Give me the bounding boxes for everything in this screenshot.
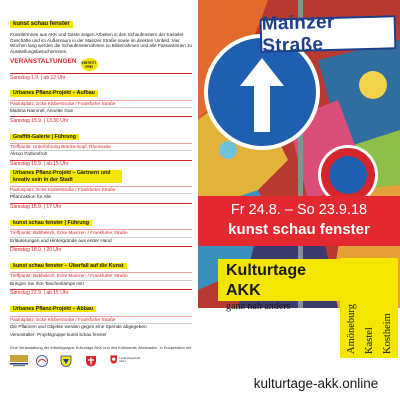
event-name: kunst schau fenster | Führung — [10, 220, 92, 226]
event-name: Urbanes Pflanz-Projekt – Abbau — [10, 306, 96, 312]
city-name: Amöneburg — [345, 304, 357, 354]
partner-logo-3 — [60, 354, 78, 366]
date-banner — [198, 196, 400, 246]
event-name: Urbanes Pflanz-Projekt – Gärtnern und kreativ sein in der Stadt — [10, 170, 122, 183]
event-date: Samstag 22.9. | ab 15 Uhr — [10, 289, 192, 297]
partner-logo-mainz — [110, 354, 140, 366]
website-url: kulturtage-akk.online — [253, 376, 379, 391]
event-item — [10, 246, 192, 287]
event-description: Akson Farbenfroh — [10, 150, 192, 157]
events-title: VERANSTALTUNGEN — [10, 58, 77, 66]
event-item — [10, 73, 192, 114]
event-item — [10, 289, 192, 330]
event-description: Martina Hammel, Annette Gue — [10, 107, 192, 114]
cover-column — [198, 0, 400, 400]
event-place: Treffpunkt: Babbeleck, Ecke Mainzer- / Frankfurter Straße — [10, 229, 192, 236]
event-place: Paulusplatz, Ecke Kloberstraße / Frankfurter Straße — [10, 100, 192, 107]
event-date: Samstag 15.9. | 17 Uhr — [10, 203, 192, 211]
program-column — [0, 0, 198, 400]
event-description: Die Pflanzen und Objekte werden gegen eine Spende abgegeben — [10, 323, 192, 330]
city-name: Kostheim — [381, 313, 393, 354]
event-description: Pflanzaktion für Alle — [10, 193, 192, 200]
footnote-text: Eine Veranstaltung der Initiativgruppe Kulturtage AKK und des Kulturamts Wiesbaden. In Kooperation mit — [10, 344, 192, 350]
mainz-logo-text: Landeshauptstadt Mainz — [119, 356, 140, 363]
kulturtage-box — [218, 259, 340, 312]
event-name: Graffiti-Galerie | Führung — [10, 134, 79, 140]
partner-logo-4 — [85, 354, 103, 366]
cities-box — [340, 258, 398, 358]
event-item — [10, 160, 192, 201]
kulturtage-subtitle: ganz nah anders — [226, 301, 291, 312]
event-item — [10, 116, 192, 157]
kulturtage-title: Kulturtage AKK — [226, 262, 306, 299]
event-description: Erläuterungen und Hintergründe aus erster Hand — [10, 237, 192, 244]
event-place: Paulusplatz, Ecke Kloberstraße / Frankfurter Straße — [10, 316, 192, 323]
partner-logos — [10, 354, 192, 366]
event-date: Samstag 15.9. | ab 15 Uhr — [10, 160, 192, 168]
event-date: Dienstag 18.9. | 20 Uhr — [10, 246, 192, 254]
event-date: Samstag 15.9. | 13.30 Uhr — [10, 116, 192, 124]
events-header — [10, 58, 192, 71]
event-place: Treffpunkt: Babbeleck, Ecke Mainzer- / Frankfurter Straße — [10, 272, 192, 279]
event-name: kunst schau fenster – Überfall auf die Kunst — [10, 263, 127, 269]
partner-logo-2 — [35, 354, 53, 366]
section-title: kunst schau fenster — [10, 21, 73, 28]
free-entry-badge: EINTRITT FREI — [81, 58, 98, 71]
event-place: Paulusplatz, Ecke Kloberstraße / Frankfurter Straße — [10, 186, 192, 193]
intro-text: KünstlerInnen aus AKK und Gäste zeigen Arbeiten in den Schaufenstern der Kasteler Geschäfte und im Außenraum in der Mainzer Straße sowie im direkten Umfeld. Vier Wochen lang werden die Schaufensterrahmen zu Bilderrahmen und alle PassantInnen zu Ausstellungsbesucherinnen. — [10, 32, 192, 54]
organizer-text: Veranstalter: Projektgruppe kunst schau fenster — [10, 331, 107, 337]
event-date: Samstag 1.9. | ab 12 Uhr — [10, 73, 192, 81]
street-name: Mainzer Straße — [261, 11, 335, 57]
partner-logo-1 — [10, 354, 28, 366]
banner-title: kunst schau fenster — [228, 221, 370, 238]
city-name: Kastel — [363, 327, 375, 354]
section-title-wrap — [10, 12, 192, 30]
banner-dates: Fr 24.8. – So 23.9.18 — [230, 202, 368, 218]
event-description: Bringen Sie Ihre Taschenlampe mit! — [10, 280, 192, 287]
event-place: Treffpunkt: Unterführung Brückenkopf, Rheinseite — [10, 143, 192, 150]
event-name: Urbanes Pflanz-Projekt – Aufbau — [10, 90, 98, 96]
event-item — [10, 203, 192, 244]
street-name-sign — [260, 11, 397, 57]
